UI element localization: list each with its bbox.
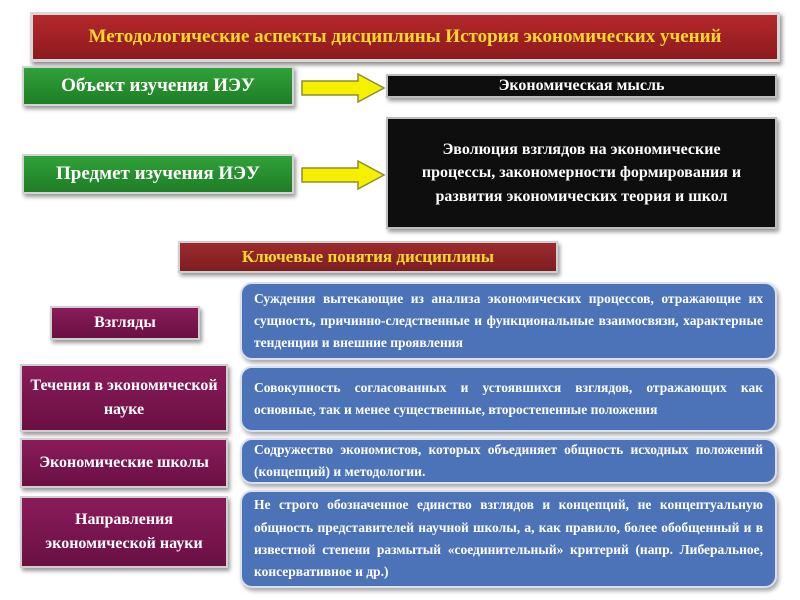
subject-value: Эволюция взглядов на экономические процессы, закономерности формирования и развития экономических теория и школ	[386, 117, 777, 229]
subject-arrow-icon	[300, 159, 386, 191]
concept-definition-text: Содружество экономистов, которых объединяет общность исходных положений (концепций) и методологии.	[254, 441, 763, 479]
concept-term-schools: Экономические школы	[20, 438, 228, 488]
concept-term-currents: Течения в экономической науке	[20, 364, 228, 432]
concept-term-views: Взгляды	[50, 306, 200, 340]
concept-definition-directions	[240, 490, 777, 588]
key-concepts-title: Ключевые понятия дисциплины	[178, 241, 558, 273]
concept-definition-schools	[240, 438, 777, 484]
concept-definition-views	[240, 282, 777, 360]
concept-definition-text: Суждения вытекающие из анализа экономических процессов, отражающие их сущность, причинно-следственные и функциональные взаимосвязи, характерные тенденции и внешние проявления	[254, 290, 763, 351]
concept-term-directions: Направления экономической науки	[20, 496, 228, 568]
object-value: Экономическая мысль	[386, 74, 777, 98]
object-arrow-icon	[300, 72, 386, 104]
slide-title: Методологические аспекты дисциплины История экономических учений	[30, 12, 780, 62]
object-label: Объект изучения ИЭУ	[22, 66, 294, 106]
concept-definition-text: Не строго обозначенное единство взглядов и концепций, не концептуальную общность представителей научной школы, а, как правило, более обобщенный и в известной степени размытый «соединительный» критерий (напр. Либеральное, консервативное и др.)	[254, 497, 763, 580]
concept-definition-text: Совокупность согласованных и устоявшихся взглядов, отражающих как основные, так и менее существенные, второстепенные положения	[254, 379, 763, 417]
concept-definition-currents	[240, 366, 777, 432]
subject-label: Предмет изучения ИЭУ	[22, 154, 294, 194]
